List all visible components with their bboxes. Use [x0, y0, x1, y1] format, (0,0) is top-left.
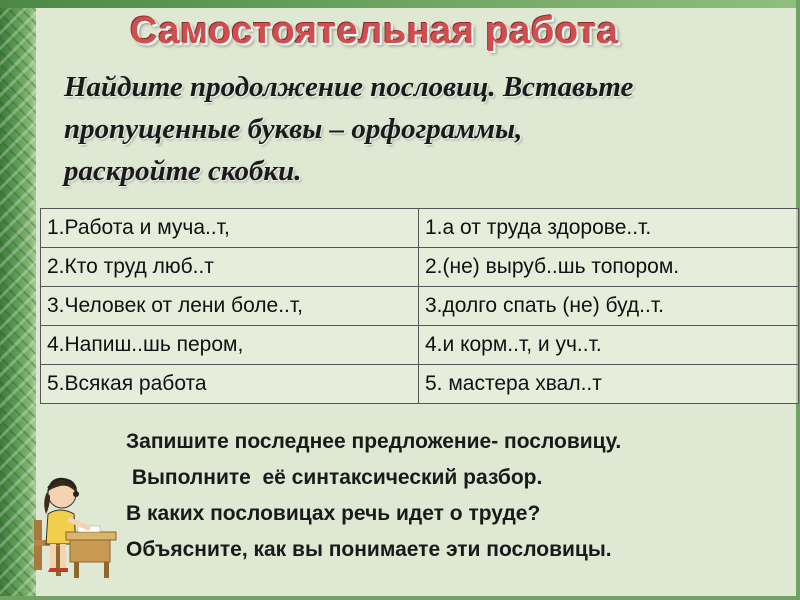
proverb-beginning-cell: 1.Работа и муча..т, [41, 209, 419, 248]
task-line: пропущенные буквы – орфограммы, [64, 113, 523, 145]
task-line: Найдите продолжение пословиц. Вставьте [64, 71, 634, 103]
instruction-line: Выполните её синтаксический разбор. [126, 466, 543, 489]
instruction-line: Объясните, как вы понимаете эти пословицы. [126, 538, 612, 561]
girl-writing-at-desk-icon [30, 462, 120, 582]
proverb-ending-cell: 4.и корм..т, и уч..т. [419, 326, 799, 365]
decorative-bottom-border [0, 596, 800, 600]
proverb-beginning-cell: 3.Человек от лени боле..т, [41, 287, 419, 326]
proverb-beginning-cell: 4.Напиш..шь пером, [41, 326, 419, 365]
table-row [41, 365, 799, 404]
proverb-beginning-cell: 2.Кто труд люб..т [41, 248, 419, 287]
task-line: раскройте скобки. [64, 155, 302, 187]
proverb-beginning-cell: 5.Всякая работа [41, 365, 419, 404]
table-row [41, 287, 799, 326]
proverbs-table [40, 208, 799, 404]
task-text [64, 66, 784, 192]
proverb-ending-cell: 1.а от труда здорове..т. [419, 209, 799, 248]
instructions-text [126, 424, 796, 568]
slide-title: Самостоятельная работа [130, 10, 619, 52]
instruction-line: В каких пословицах речь идет о труде? [126, 502, 541, 525]
proverb-ending-cell: 5. мастера хвал..т [419, 365, 799, 404]
table-row [41, 209, 799, 248]
proverb-ending-cell: 3.долго спать (не) буд..т. [419, 287, 799, 326]
instruction-line: Запишите последнее предложение- пословицу. [126, 430, 622, 453]
table-row [41, 248, 799, 287]
proverb-ending-cell: 2.(не) выруб..шь топором. [419, 248, 799, 287]
decorative-top-border [0, 0, 800, 8]
table-row [41, 326, 799, 365]
